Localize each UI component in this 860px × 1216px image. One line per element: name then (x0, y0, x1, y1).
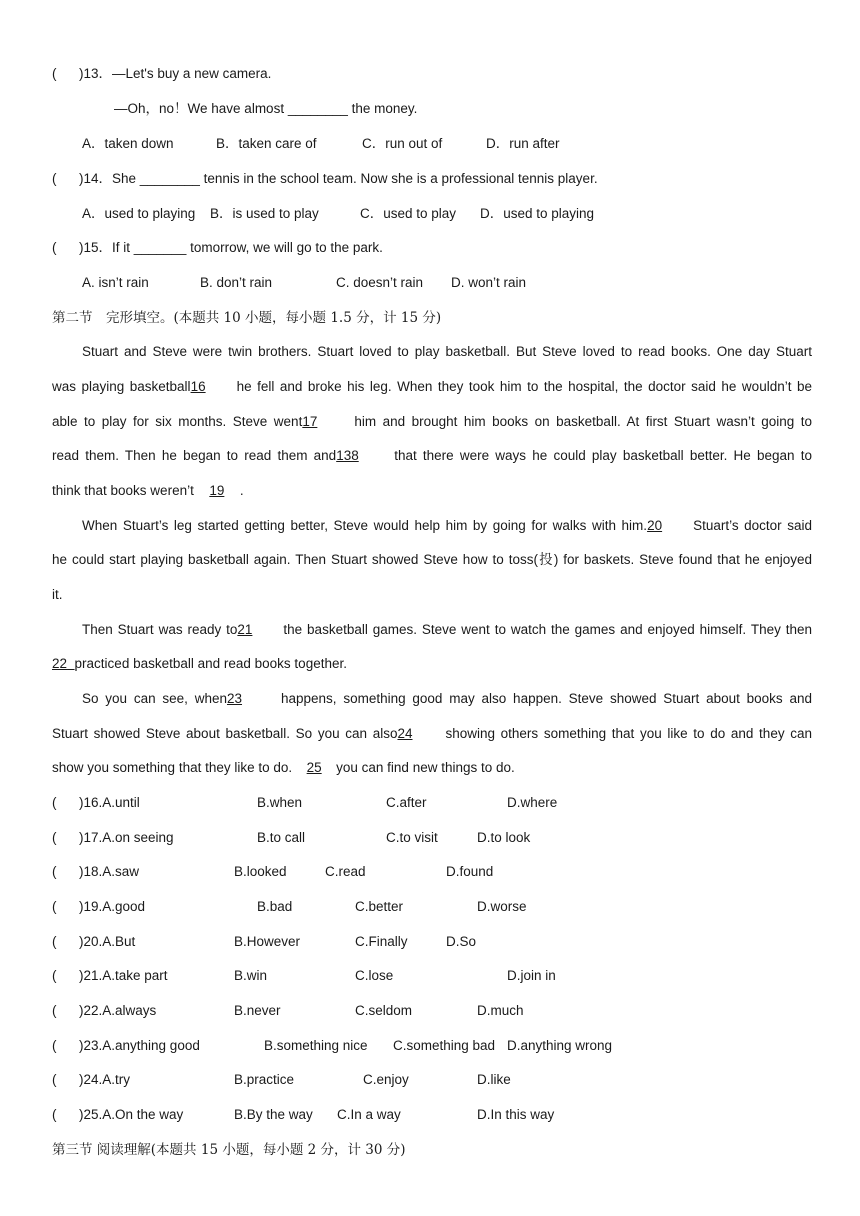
blank-24: 24 (397, 726, 413, 741)
passage-line: Then Stuart was ready to21 the basketball games. Steve went to watch the games and enjoyed himself. They then (82, 620, 812, 640)
option-c: C．used to play (360, 206, 457, 221)
blank-20: 20 (647, 518, 663, 533)
option-a: A. isn’t rain (82, 275, 149, 290)
cloze-question-19: ( )19.A.good B.bad C.better D.worse (52, 899, 527, 914)
question-number: )14． (79, 171, 113, 186)
option-b: B．is used to play (210, 206, 319, 221)
passage-line: Stuart showed Steve about basketball. So you can also24 showing others something that you like to do and they can (52, 724, 812, 744)
passage-line: So you can see, when23 happens, something good may also happen. Steve showed Stuart about books and (82, 689, 812, 709)
option-c: C. doesn’t rain (336, 275, 424, 290)
question-15-options (82, 273, 812, 293)
passage-line: was playing basketball16 he fell and broke his leg. When they took him to the hospital, the doctor said he wouldn’t be (52, 377, 812, 397)
blank-21: 21 (237, 622, 253, 637)
passage-line: Stuart and Steve were twin brothers. Stuart loved to play basketball. But Steve loved to read books. One day Stuart (82, 344, 812, 359)
option-b: B. don’t rain (200, 275, 273, 290)
question-13 (52, 64, 812, 84)
question-13-options (82, 134, 812, 154)
question-text: —Let's buy a new camera. (112, 66, 272, 81)
cloze-question-16: ( )16.A.until B.when C.after D.where (52, 795, 558, 810)
answer-paren: ( (52, 171, 57, 186)
option-d: D．run after (486, 136, 560, 151)
question-text: She ________ tennis in the school team. Now she is a professional tennis player. (112, 171, 598, 186)
question-15 (52, 238, 812, 258)
blank-19: 19 (209, 483, 225, 498)
passage-line: able to play for six months. Steve went17 him and brought him books on basketball. At first Stuart wasn’t going to (52, 412, 812, 432)
cloze-question-21: ( )21.A.take part B.win C.lose D.join in (52, 968, 556, 983)
section-3-title: 第三节 阅读理解(本题共 15 小题，每小题 2 分，计 30 分) (52, 1142, 406, 1158)
cloze-question-23: ( )23.A.anything good B.something nice C.something bad D.anything wrong (52, 1038, 613, 1053)
section-2-title: 第二节 完形填空。(本题共 10 小题，每小题 1.5 分，计 15 分) (52, 310, 442, 326)
cloze-question-22: ( )22.A.always B.never C.seldom D.much (52, 1003, 524, 1018)
question-13-reply: —Oh，no！We have almost ________ the money. (114, 101, 418, 116)
passage-line: read them. Then he began to read them and138 that there were ways he could play basketball better. He began to (52, 446, 812, 466)
option-a: A．used to playing (82, 206, 196, 221)
passage-line: 22 practiced basketball and read books together. (52, 656, 347, 671)
option-d: D．used to playing (480, 206, 595, 221)
option-a: A．taken down (82, 136, 174, 151)
answer-paren: ( (52, 66, 57, 81)
cloze-question-24: ( )24.A.try B.practice C.enjoy D.like (52, 1072, 511, 1087)
question-14-options (82, 204, 812, 224)
question-number: )13． (79, 66, 113, 81)
blank-25: 25 (306, 760, 322, 775)
cloze-question-17: ( )17.A.on seeing B.to call C.to visit D.to look (52, 830, 531, 845)
answer-paren: ( (52, 240, 57, 255)
option-b: B．taken care of (216, 136, 317, 151)
blank-18: 138 (336, 448, 359, 463)
question-number: )15． (79, 240, 113, 255)
passage-line: think that books weren’t 19 . (52, 481, 812, 501)
blank-22: 22 (52, 656, 68, 671)
cloze-question-20: ( )20.A.But B.However C.Finally D.So (52, 934, 477, 949)
passage-line: he could start playing basketball again. Then Stuart showed Steve how to toss(投) for baskets. Steve found that he enjoyed (52, 552, 812, 567)
blank-17: 17 (302, 414, 318, 429)
passage-line: show you something that they like to do. 25 you can find new things to do. (52, 758, 812, 778)
passage-line: it. (52, 587, 63, 602)
cloze-question-25: ( )25.A.On the way B.By the way C.In a way D.In this way (52, 1107, 555, 1122)
passage-line: When Stuart’s leg started getting better, Steve would help him by going for walks with him.20 Stuart’s doctor said (82, 516, 812, 536)
option-c: C．run out of (362, 136, 443, 151)
question-14 (52, 169, 812, 189)
blank-23: 23 (226, 691, 243, 706)
question-text: If it _______ tomorrow, we will go to the park. (112, 240, 383, 255)
option-d: D. won’t rain (451, 275, 527, 290)
blank-16: 16 (190, 379, 206, 394)
cloze-question-18: ( )18.A.saw B.looked C.read D.found (52, 864, 494, 879)
